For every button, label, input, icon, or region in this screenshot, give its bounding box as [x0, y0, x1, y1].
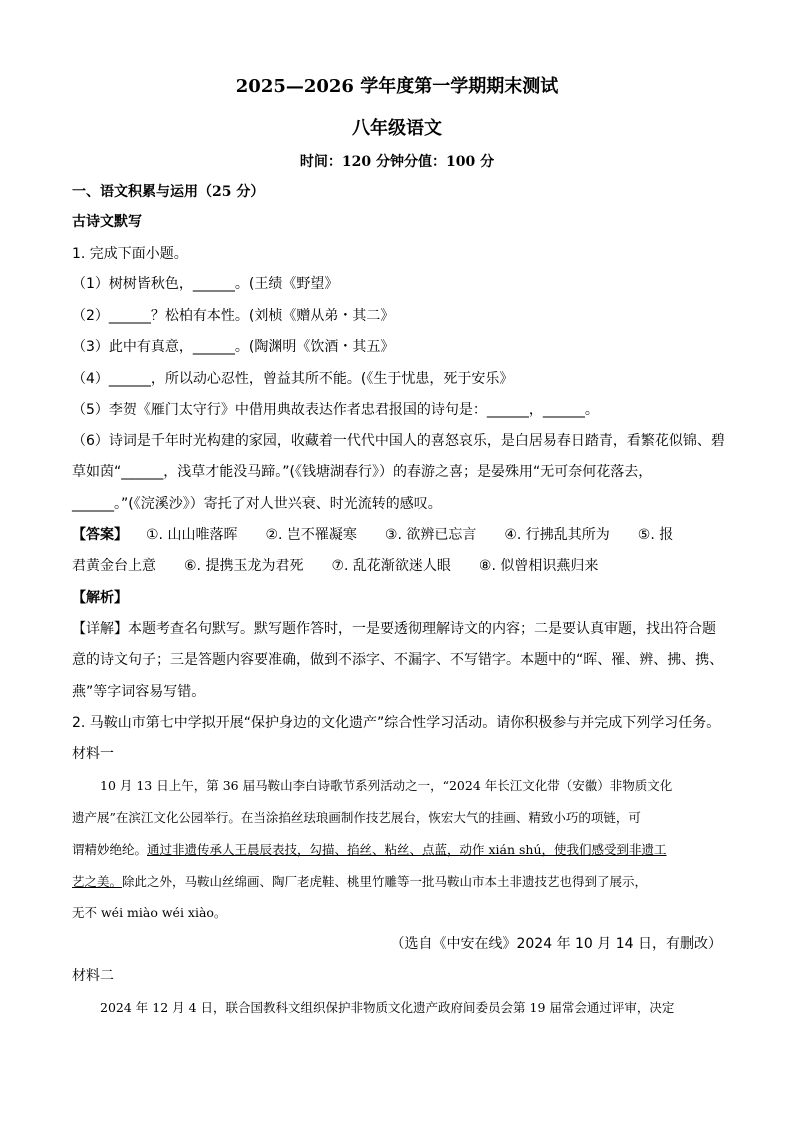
answer-text-1: ①. 山山唯落晖 ②. 岂不罹凝寒 ③. 欲辨已忘言 ④. 行拂乱其所为 ⑤. 报 [146, 527, 674, 543]
q1-item-6-line1: （6）诗词是千年时光构建的家园，收藏着一代代中国人的喜怒哀乐，是白居易春日踏青，看繁花似锦、碧 [72, 433, 725, 449]
q1-item-5: （5）李贺《雁门太守行》中借用典故表达作者忠君报国的诗句是：______，______。 [72, 402, 599, 418]
answer-row-1 [72, 525, 673, 545]
exam-subtitle: 八年级语文 [352, 118, 442, 139]
answer-label: 【答案】 [72, 527, 128, 543]
detail-line-3: 燕”等字词容易写错。 [72, 684, 206, 700]
material-1-source: （选自《中安在线》2024 年 10 月 14 日，有删改） [390, 936, 722, 952]
material-1-line-4 [72, 872, 647, 892]
exam-meta: 时间：120 分钟分值：100 分 [299, 154, 495, 170]
material-1-line-3 [72, 840, 667, 860]
answer-row-2: 君黄金台上意 ⑥. 提携玉龙为君死 ⑦. 乱花渐欲迷人眼 ⑧. 似曾相识燕归来 [72, 558, 599, 574]
q1-item-1: （1）树树皆秋色，______。(王绩《野望》 [72, 276, 339, 292]
material-1-line-5: 无不 wéi miào wéi xiào。 [72, 905, 227, 920]
material-1-line-3-plain: 谓精妙绝纶。 [72, 842, 148, 857]
q1-item-2: （2）______？松柏有本性。(刘桢《赠从弟・其二》 [72, 308, 395, 324]
analysis-label: 【解析】 [72, 590, 128, 606]
material-2-label: 材料二 [72, 968, 114, 984]
material-1-underlined-sentence-a: 通过非遗传承人王晨辰表技，勾描、掐丝、粘丝、点蓝，动作 xián shú，使我们感受到非遗工 [147, 842, 667, 857]
q1-item-6-line2: 草如茵“______，浅草才能没马蹄。”(《钱塘湖春行》）的春游之喜；是晏殊用“无可奈何花落去， [72, 464, 653, 480]
q1-item-6-line3: ______。”(《浣溪沙》）寄托了对人世兴衰、时光流转的感叹。 [72, 496, 442, 512]
section-heading: 一、语文积累与运用（25 分） [72, 184, 265, 200]
material-1-label: 材料一 [72, 746, 114, 762]
material-1-line-2: 遗产展”在滨江文化公园举行。在当涂掐丝珐琅画制作技艺展台，恢宏大气的挂画、精致小巧的项链，可 [72, 810, 641, 825]
material-1-line-4-plain: 除此之外，马鞍山丝绵画、陶厂老虎鞋、桃里竹雕等一批马鞍山市本土非遗技艺也得到了展示， [122, 874, 648, 889]
material-2-line-1: 2024 年 12 月 4 日，联合国教科文组织保护非物质文化遗产政府间委员会第 19 届常会通过评审，决定 [100, 1000, 675, 1015]
detail-line-1: 【详解】本题考查名句默写。默写题作答时，一是要透彻理解诗文的内容；二是要认真审题，找出符合题 [72, 621, 716, 637]
q1-item-4: （4）______，所以动心忍性，曾益其所不能。(《生于忧患，死于安乐》 [72, 371, 514, 387]
section-subheading: 古诗文默写 [72, 214, 142, 230]
q1-item-3: （3）此中有真意，______。(陶渊明《饮酒・其五》 [72, 339, 395, 355]
material-1-underlined-sentence-b: 艺之美。 [72, 874, 123, 889]
question-2-stem: 2. 马鞍山市第七中学拟开展“保护身边的文化遗产”综合性学习活动。请你积极参与并完成下列学习任务。 [72, 715, 721, 731]
detail-line-2: 意的诗文句子；三是答题内容要准确，做到不添字、不漏字、不写错字。本题中的“晖、罹、辨、拂、携、 [72, 652, 724, 668]
material-1-line-1: 10 月 13 日上午，第 36 届马鞍山李白诗歌节系列活动之一，“2024 年长江文化带（安徽）非物质文化 [100, 778, 673, 793]
question-1-stem: 1. 完成下面小题。 [72, 246, 188, 262]
exam-title: 2025—2026 学年度第一学期期末测试 [235, 76, 559, 97]
